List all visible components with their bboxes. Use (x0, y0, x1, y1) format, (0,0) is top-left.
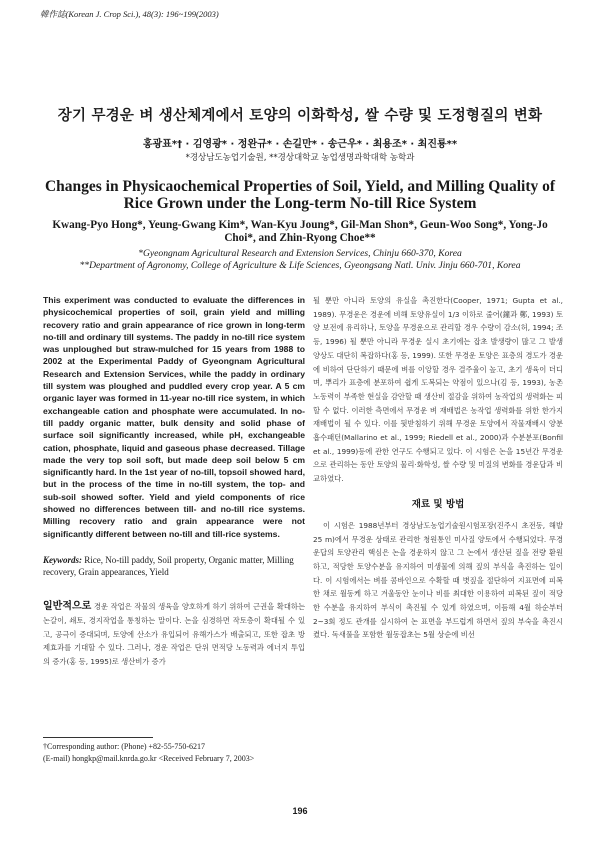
affiliation-line-2: **Department of Agronomy, College of Agriculture & Life Sciences, Gyeongsang Natl. Univ. Jinju 660-701, Korea (79, 260, 521, 271)
left-column (43, 294, 305, 669)
keywords-list: Rice, No-till paddy, Soil property, Organic matter, Milling recovery, Grain appearances, Yield (43, 554, 294, 577)
english-authors: Kwang-Pyo Hong*, Yeung-Gwang Kim*, Wan-Kyu Joung*, Gil-Man Shon*, Geun-Woo Song*, Yong-Jo Choi*, and Zhin-Ryong Choe** (52, 219, 548, 244)
korean-affiliation: *경상남도농업기술원, **경상대학교 농업생명과학대학 농학과 (185, 153, 415, 163)
korean-authors: 홍광표*† · 김영광* · 정완규* · 손길만* · 송근우* · 최용조* · 최진룡** (142, 139, 458, 150)
page-number: 196 (292, 806, 308, 816)
korean-title: 장기 무경운 벼 생산체계에서 토양의 이화학성, 쌀 수량 및 도정형질의 변화 (57, 108, 543, 124)
intro-text: 경운 작업은 작물의 생육을 양호하게 하기 위하여 근권을 확대하는 논갈이, 쇄토, 경지작업을 통칭하는 말이다. 논을 심경하면 작토층이 확대될 수 있고, 공극이 증대되며, 토양에 산소가 유입되어 유해가스가 배출되고, 또한 잡초 방제효과를 기대할 수 있다. 그러나, 경운 작업은 단위 면적당 노동력과 에너지 투입의 증가(홍 등, 1995)로 생산비가 증가 (43, 601, 305, 667)
affiliation-line-1: *Gyeongnam Agricultural Research and Extension Services, Chinju 660-370, Korea (138, 248, 462, 259)
intro-lead: 일반적으로 (43, 600, 92, 612)
footnote-email: (E-mail) hongkp@mail.knrda.go.kr <Received February 7, 2003> (43, 754, 255, 763)
intro-continued: 될 뿐만 아니라 토양의 유실을 촉진한다(Cooper, 1971; Gupta et al., 1989). 무경운은 경운에 비해 토양유실이 1/3 이하로 줄어(鐘과 鄭, 1993) 토양 보전에 유리하나, 토양을 무경운으로 관리할 경우 수량이 감소(허, 1994; 조 등, 1996) 될 뿐만 아니라 무경운 실시 초기에는 잡초 발생량이 많고 그 발생 양상도 대단히 복잡하다(홍 등, 1999). 또한 무경운 토양은 표층의 경도가 경운에 비하여 단단하기 때문에 벼를 이앙할 경우 결주율이 높고, 초기 생육이 더디며, 뿌리가 표층에 분포하여 쉽게 도복되는 약점이 있으나(김 등, 1993), 농촌 노동력이 부족한 현실을 감안할 때 생산비 절감을 위하여 농작업의 생력화는 피할 수 없다. 이러한 측면에서 무경운 벼 재배법은 농작업 생력화를 위한 한가지 재배법이 될 수 있다. 이를 뒷받침하기 위해 무경운 토양에서 작물재배시 양분 흡수패턴(Mallarino et al., 1999; Riedell et al., 2000)과 수분분포(Bonfil et al., 1999)등에 관한 연구도 수행되고 있다. 이 시험은 논을 15년간 무경운으로 관리하는 동안 토양의 물리·화학성, 쌀 수량 및 미질의 변화를 경운답과 비교하였다. (313, 296, 563, 484)
keywords-label: Keywords: (43, 554, 82, 565)
keywords (43, 554, 305, 578)
abstract: This experiment was conducted to evaluate the differences in physicochemical properties of soil, grain yield and milling recovery ratio and grain appearance of rice grown in long-term no-till and ordinary till systems. The paddy in no-till rice system was unploughed but straw-mulched for 15 years from 1988 to 2002 at the Experimental Paddy of Gyeongnam Agricultural Research and Extension Services, while the paddy in ordinary till system was ploughed and puddled every crop year. A 5 cm organic layer was formed in 11-year no-till rice system, in which exchangeable cation and phosphate were accumulated. In no-till paddy organic matter, bulk density and solid phase of surface soil significantly increased, while pH, exchangeable cation, phosphate, liquid and gaseous phase decreased. Tillage made the very top soil soft, but made deep soil below 5 cm significantly hard. In the 1st year of no-till, topsoil showed hard, but in the process of the time in no-till system, the top- and sub-soil showed softer. Yield and yield components of rice showed no differences between till- and no-till rice systems. Milling recovery ratio and grain appearance were not significantly different between no-till and till-rice systems. (43, 295, 305, 539)
right-column (313, 294, 563, 642)
introduction (43, 600, 305, 669)
footnote-corresponding: †Corresponding author: (Phone) +82-55-750-6217 (43, 742, 206, 751)
footnote (43, 741, 305, 765)
section-heading-methods: 재료 및 방법 (411, 498, 465, 510)
footnote-divider (43, 737, 153, 738)
english-affiliations (10, 248, 590, 272)
methods-text: 이 시험은 1988년부터 경상남도농업기술원시험포장(진주시 초전동, 해발 25 m)에서 무경운 상태로 관리한 청원통인 미사질 양토에서 수행되었다. 무경운답의 토양관리 핵심은 논을 경운하지 않고 그 논에서 생산된 짚을 전량 환원하고, 적당한 토양수분을 유지하여 미생물에 의해 짚의 부식을 촉진하는 일이다. 이 시험에서는 벼를 콤바인으로 수확할 때 볏짚을 절단하여 지표면에 피복한 채로 월동케 하고 겨울동안 눈이나 비를 최대한 이용하여 피복된 짚이 적당한 수분을 유지하여 부식이 촉진될 수 있게 하였으며, 이듬해 4월 하순부터 2~3회 정도 관개를 실시하여 논 표면을 부드럽게 하면서 짚의 부숙을 촉진시켰다. 독새풀을 포함한 월동잡초는 5월 상순에 비선 (313, 520, 563, 640)
journal-header: 韓作誌(Korean J. Crop Sci.), 48(3): 196~199(2003) (40, 9, 219, 19)
english-title: Changes in Physicaochemical Properties of Soil, Yield, and Milling Quality of Rice Grown under the Long-term No-till Rice System (44, 178, 556, 212)
